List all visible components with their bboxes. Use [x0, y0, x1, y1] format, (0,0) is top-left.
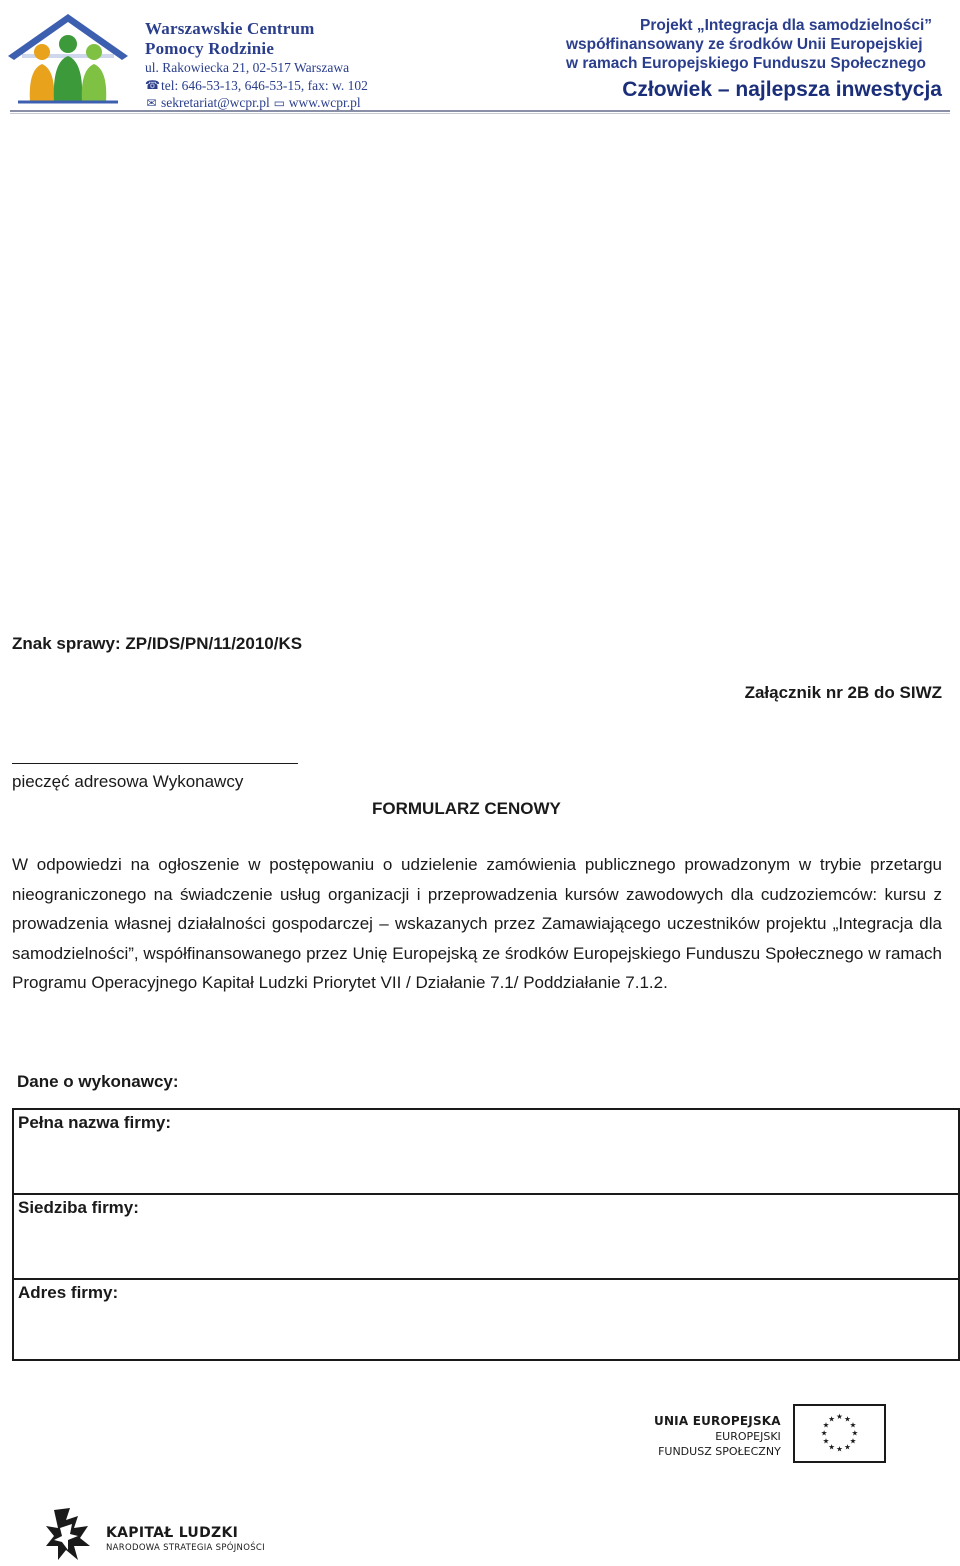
kapital-ludzki-emblem-icon	[44, 1506, 92, 1562]
org-name-line2: Pomocy Rodzinie	[145, 39, 275, 58]
row-label: Siedziba firmy:	[18, 1198, 139, 1217]
project-line3: w ramach Europejskiego Funduszu Społecznego	[566, 55, 927, 72]
svg-text:★: ★	[849, 1436, 857, 1446]
svg-text:★: ★	[828, 1442, 835, 1452]
org-website[interactable]: www.wcpr.pl	[288, 95, 361, 110]
org-contact-row	[145, 96, 368, 110]
org-address: ul. Rakowiecka 21, 02-517 Warszawa	[145, 60, 350, 75]
slogan: Człowiek – najlepsza inwestycja	[622, 78, 942, 101]
svg-text:★: ★	[836, 1412, 843, 1422]
header-divider-secondary	[10, 113, 950, 114]
wcpr-house-logo	[4, 10, 132, 106]
phone-icon: ☎	[145, 78, 160, 93]
project-info	[566, 16, 932, 73]
svg-text:★: ★	[851, 1428, 859, 1438]
eu-line2: EUROPEJSKI	[715, 1430, 781, 1443]
case-number: Znak sprawy: ZP/IDS/PN/11/2010/KS	[12, 634, 303, 653]
org-email[interactable]: sekretariat@wcpr.pl	[161, 95, 270, 110]
contractor-row-full-name[interactable]	[14, 1110, 958, 1195]
computer-icon: ▭	[273, 95, 285, 110]
envelope-icon: ✉	[146, 95, 157, 110]
eu-line1: UNIA EUROPEJSKA	[654, 1414, 781, 1428]
contractor-row-address[interactable]	[14, 1280, 958, 1359]
org-phone: tel: 646-53-13, 646-53-15, fax: w. 102	[161, 77, 368, 93]
stamp-signature-line	[12, 763, 298, 764]
svg-text:★: ★	[820, 1428, 828, 1438]
form-title: FORMULARZ CENOWY	[372, 799, 561, 818]
contractor-section-label: Dane o wykonawcy:	[17, 1072, 179, 1091]
row-label: Pełna nazwa firmy:	[18, 1113, 172, 1132]
eu-logo-text	[654, 1414, 781, 1459]
header-divider	[10, 110, 950, 112]
annex-label: Załącznik nr 2B do SIWZ	[744, 683, 942, 702]
project-line2: współfinansowany ze środków Unii Europejskiej	[566, 36, 923, 53]
eu-flag-icon	[793, 1404, 886, 1463]
eu-line3: FUNDUSZ SPOŁECZNY	[658, 1445, 781, 1458]
intro-paragraph: W odpowiedzi na ogłoszenie w postępowaniu o udzielenie zamówienia publicznego prowadzonym w trybie przetargu nieograniczonego na świadczenie usług organizacji i przeprowadzenia kursów zawodowych dla cudzoziemców: kursu z prowadzenia własnej działalności gospodarczej – wskazanych przez Zamawiającego uczestników projektu „Integracja dla samodzielności”, współfinansowanego przez Unię Europejską ze środków Europejskiego Funduszu Społecznego w ramach Programu Operacyjnego Kapitał Ludzki Priorytet VII / Działanie 7.1/ Poddziałanie 7.1.2.	[12, 855, 942, 992]
org-name-line1: Warszawskie Centrum	[145, 19, 315, 38]
row-label: Adres firmy:	[18, 1283, 119, 1302]
contractor-row-seat[interactable]	[14, 1195, 958, 1280]
organization-info	[145, 20, 368, 110]
kl-line2: NARODOWA STRATEGIA SPÓJNOŚCI	[106, 1543, 265, 1553]
svg-text:★: ★	[822, 1420, 830, 1430]
svg-text:★: ★	[836, 1444, 843, 1454]
kl-line1: KAPITAŁ LUDZKI	[106, 1525, 239, 1541]
contractor-data-table	[12, 1108, 960, 1361]
kapital-ludzki-text	[106, 1525, 265, 1553]
svg-text:★: ★	[828, 1414, 835, 1424]
svg-text:★: ★	[822, 1436, 830, 1446]
org-phone-row	[145, 79, 368, 93]
svg-text:★: ★	[844, 1414, 851, 1424]
stamp-label: pieczęć adresowa Wykonawcy	[12, 772, 244, 791]
project-line1: Projekt „Integracja dla samodzielności”	[640, 17, 933, 34]
svg-text:★: ★	[844, 1442, 851, 1452]
svg-text:★: ★	[849, 1420, 857, 1430]
